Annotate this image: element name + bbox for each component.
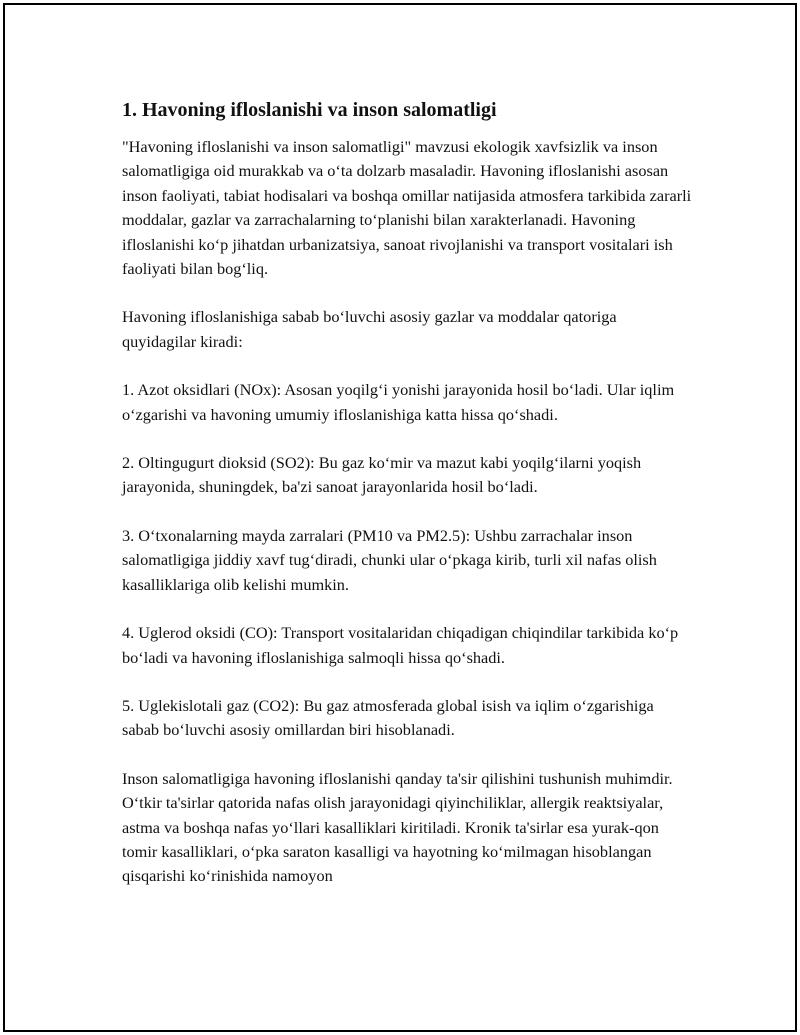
intro-paragraph: "Havoning ifloslanishi va inson salomatligi" mavzusi ekologik xavfsizlik va inson salomatligiga oid murakkab va o‘ta dolzarb masaladir. Havoning ifloslanishi asosan inson faoliyati, tabiat hodisalari va boshqa omillar natijasida atmosfera tarkibida zararli moddalar, gazlar va zarrachalarning to‘planishi bilan xarakterlanadi. Havoning ifloslanishi ko‘p jihatdan urbanizatsiya, sanoat rivojlanishi va transport vositalari ish faoliyati bilan bog‘liq. [122,137,692,279]
document-body [122,97,694,913]
list-item-so2: 2. Oltingugurt dioksid (SO2): Bu gaz ko‘mir va mazut kabi yoqilg‘ilarni yoqish jarayonida, shuningdek, ba'zi sanoat jarayonlarida hosil bo‘ladi. [122,453,642,497]
health-effects-paragraph: Inson salomatligiga havoning ifloslanishi qanday ta'sir qilishini tushunish muhimdir. O‘tkir ta'sirlar qatorida nafas olish jarayonidagi qiyinchiliklar, allergik reaktsiyalar, astma va boshqa nafas yo‘llari kasalliklari kiritiladi. Kronik ta'sirlar esa yurak-qon tomir kasalliklari, o‘pka saraton kasalligi va hayotning ko‘milmagan hisoblangan qisqarishi ko‘rinishida namoyon [122,768,673,886]
page-frame [3,3,797,1032]
list-item-nox: 1. Azot oksidlari (NOx): Asosan yoqilg‘i yonishi jarayonida hosil bo‘ladi. Ular iqlim o‘zgarishi va havoning umumiy ifloslanishiga katta hissa qo‘shadi. [122,380,675,424]
list-item-co: 4. Uglerod oksidi (CO): Transport vositalaridan chiqadigan chiqindilar tarkibida ko‘p bo‘ladi va havoning ifloslanishiga salmoqli hissa qo‘shadi. [122,623,679,667]
list-item-particulate-matter: 3. O‘txonalarning mayda zarralari (PM10 va PM2.5): Ushbu zarrachalar inson salomatligiga jiddiy xavf tug‘diradi, chunki ular o‘pkaga kirib, turli xil nafas olish kasalliklariga olib kelishi mumkin. [122,525,657,594]
list-intro-paragraph: Havoning ifloslanishiga sabab bo‘luvchi asosiy gazlar va moddalar qatoriga quyidagilar kiradi: [122,307,617,351]
section-heading: 1. Havoning ifloslanishi va inson salomatligi [122,99,497,121]
list-item-co2: 5. Uglekislotali gaz (CO2): Bu gaz atmosferada global isish va iqlim o‘zgarishiga sabab bo‘luvchi asosiy omillardan biri hisoblanadi. [122,695,654,740]
